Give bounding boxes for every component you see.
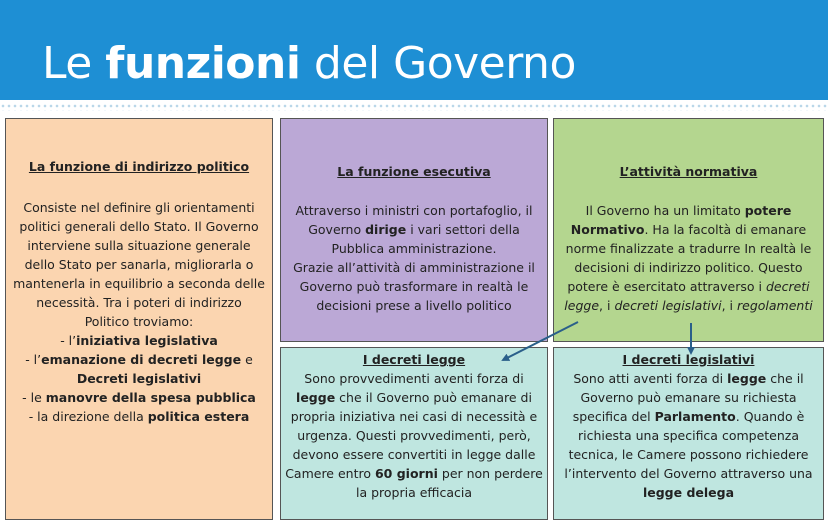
header-banner xyxy=(0,0,828,100)
box-funzione-esecutiva xyxy=(280,118,548,342)
box-title: La funzione esecutiva xyxy=(337,164,491,179)
list-item: - l’emanazione di decreti legge e xyxy=(25,352,253,367)
box-indirizzo-politico xyxy=(5,118,273,520)
title-part-2: del Governo xyxy=(300,38,576,89)
description-text: Consiste nel definire gli orientamenti politici generali dello Stato. Il Governo interviene sulla situazione generale dello Stato per sanarla, migliorarla o mantenerla in equilibrio a seconda delle necessità. Tra i poteri di indirizzo Politico troviamo: xyxy=(13,200,265,329)
dotted-pattern xyxy=(0,103,828,111)
box-title: La funzione di indirizzo politico xyxy=(28,159,250,174)
box-decreti-legge xyxy=(280,347,548,520)
page-title xyxy=(42,34,576,94)
box-title: L’attività normativa xyxy=(619,164,758,179)
box-description xyxy=(6,198,272,426)
list-item: - l’iniziativa legislativa xyxy=(60,333,218,348)
powers-list xyxy=(12,331,266,426)
box-description: Sono provvedimenti aventi forza di legge che il Governo può emanare di propria iniziativa nei casi di necessità e urgenza. Questi provvedimenti, però, devono essere convertiti in legge dalle Camere entro 60 giorni per non perdere la propria efficacia xyxy=(285,371,543,500)
box-title: I decreti legge xyxy=(362,352,466,367)
list-item: Decreti legislativi xyxy=(76,371,202,386)
box-attivita-normativa xyxy=(553,118,824,342)
box-title: I decreti legislativi xyxy=(622,352,755,367)
title-bold-word: funzioni xyxy=(105,38,301,89)
box-description: Attraverso i ministri con portafoglio, il Governo dirige i vari settori della Pubblica amministrazione. Grazie all’attività di amministrazione il Governo può trasformare in realtà le decisioni prese a livello politico xyxy=(293,203,535,313)
box-description: Sono atti aventi forza di legge che il Governo può emanare su richiesta specifica del Parlamento. Quando è richiesta una specifica competenza tecnica, le Camere possono richiedere l’intervento del Governo attraverso una legge delega xyxy=(564,371,813,500)
list-item: - la direzione della politica estera xyxy=(28,409,250,424)
list-item: - le manovre della spesa pubblica xyxy=(22,390,256,405)
box-decreti-legislativi xyxy=(553,347,824,520)
box-description: Il Governo ha un limitato potere Normativo. Ha la facoltà di emanare norme finalizzate a tradurre In realtà le decisioni di indirizzo politico. Questo potere è esercitato attraverso i decreti legge, i decreti legislativi, i regolamenti xyxy=(564,203,813,313)
title-part-1: Le xyxy=(42,38,106,89)
